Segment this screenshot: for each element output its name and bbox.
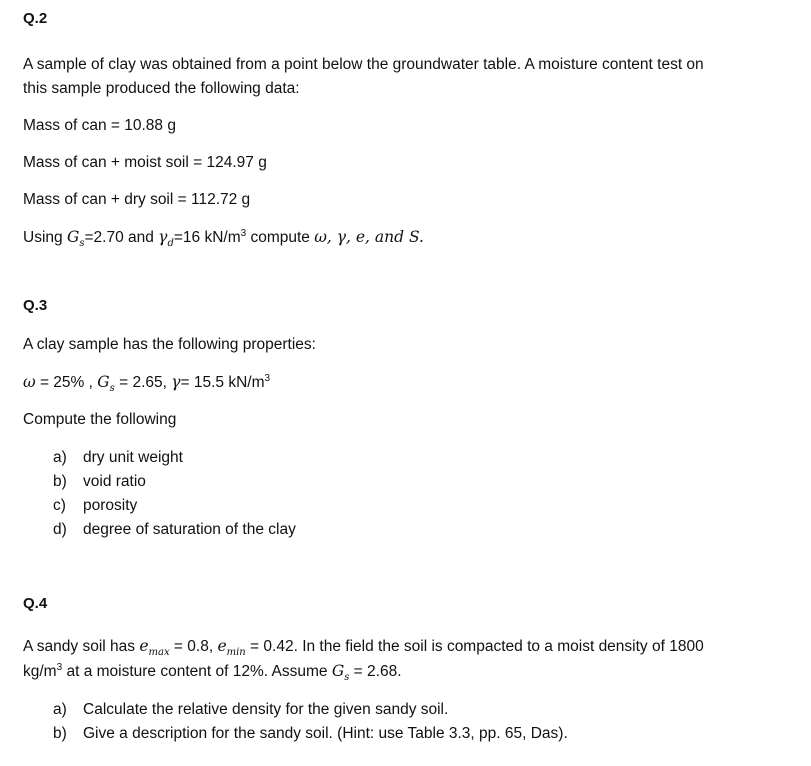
question-4-intro: A sandy soil has $e_{max} = 0.8$, $e_{min} = 0.42$. In the field the soil is compacted to a moist density of 1800 $kg/m^3$ at a moisture content of 12%. Assume $G_s = 2.68$. [23, 637, 704, 684]
mass-can-dry-soil: Mass of can + dry soil = 112.72 g [23, 191, 251, 208]
question-2-intro [23, 53, 791, 101]
question-3-properties: ω = 25% , $G_s = 2.65$, γ= 15.5 $kN/m^3$ [23, 372, 271, 395]
intro-line-1: A sample of clay was obtained from a point below the groundwater table. A moisture content test on [23, 56, 704, 73]
question-2-heading: Q.2 [23, 10, 48, 27]
question-3-list [23, 446, 791, 542]
question-3-compute: Compute the following [23, 411, 177, 428]
list-item: b) void ratio [53, 473, 146, 490]
list-item: a) Calculate the relative density for the given sandy soil. [53, 701, 449, 718]
question-4 [23, 592, 791, 746]
list-item: c) porosity [53, 497, 138, 514]
question-2-task: Using $G_s=2.70$ and $\gamma_d=16$ $kN/m^3$ compute ω, γ, e, and S. [23, 227, 424, 250]
question-2 [23, 7, 791, 250]
list-item: b) Give a description for the sandy soil. (Hint: use Table 3.3, pp. 65, Das). [53, 725, 568, 742]
question-4-list [23, 698, 791, 746]
list-item: d) degree of saturation of the clay [53, 521, 296, 538]
intro-line-2: this sample produced the following data: [23, 80, 300, 97]
question-3-intro: A clay sample has the following properties: [23, 336, 316, 353]
question-4-heading: Q.4 [23, 595, 48, 612]
mass-of-can: Mass of can = 10.88 g [23, 117, 176, 134]
list-item: a) dry unit weight [53, 449, 183, 466]
mass-can-moist-soil: Mass of can + moist soil = 124.97 g [23, 154, 267, 171]
question-3 [23, 294, 791, 542]
question-3-heading: Q.3 [23, 297, 48, 314]
